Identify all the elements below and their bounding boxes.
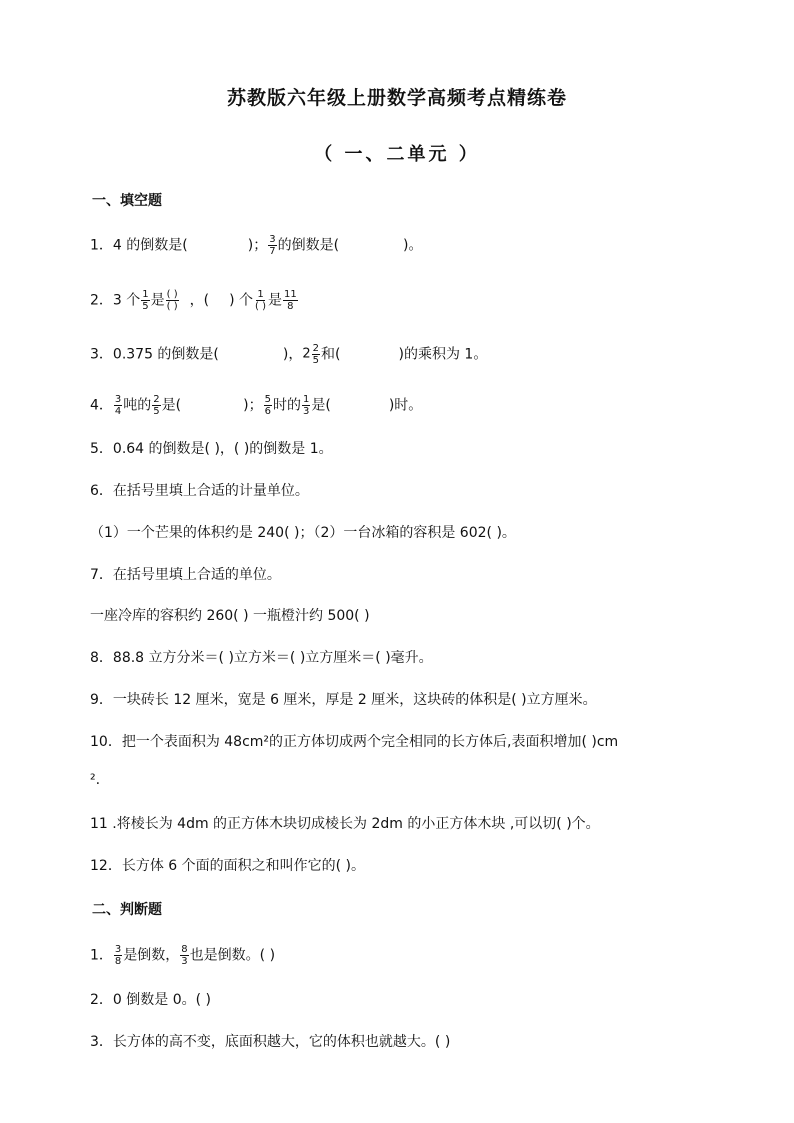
question-6-sub: （1）一个芒果的体积约是 240( )；（2）一台冰箱的容积是 602( )。	[90, 525, 516, 541]
q2-text-e: 是	[268, 292, 282, 309]
q2-text-b: 是	[150, 292, 165, 309]
fraction-blank: $\frac{1}{( )}$	[255, 289, 266, 312]
question-11: 11 .将棱长为 4dm 的正方体木块切成棱长为 2dm 的小正方体木块 ,可以切( )个。	[90, 816, 600, 832]
page-subtitle: （ 一、二单元 ）	[314, 144, 480, 165]
question-1	[90, 234, 423, 257]
q3-text-b: )，	[282, 346, 303, 363]
q3-text-c: 和(	[321, 346, 341, 363]
q4-text-e: 时的	[272, 397, 301, 414]
question-9: 9．一块砖长 12 厘米，宽是 6 厘米，厚是 2 厘米，这块砖的体积是( )立方厘米。	[90, 692, 597, 708]
fraction: $\frac{11}{8}$	[284, 289, 297, 312]
question-2	[90, 289, 299, 312]
q3-text-d: )的乘积为 1。	[398, 346, 488, 363]
fraction: $\frac{8}{3}$	[181, 944, 188, 967]
section-heading-fill-in: 一、填空题	[92, 193, 162, 209]
q1-text-c: 的倒数是(	[277, 237, 340, 254]
q3-text-a: 3．0.375 的倒数是(	[90, 346, 219, 363]
q4-text-b: 吨的	[123, 397, 152, 414]
section-heading-true-false: 二、判断题	[92, 902, 162, 918]
judge-question-1	[90, 944, 275, 967]
page-title: 苏教版六年级上册数学高频考点精练卷	[226, 87, 567, 109]
question-12: 12．长方体 6 个面的面积之和叫作它的( )。	[90, 858, 365, 874]
q4-text-d: )；	[243, 397, 263, 414]
fraction: $\frac{3}{7}$	[269, 234, 276, 257]
q2-text-d: ) 个	[229, 292, 254, 309]
mixed-number-whole: 2	[302, 346, 311, 362]
fraction: $\frac{1}{5}$	[142, 289, 149, 312]
q1-text-a: 1．4 的倒数是(	[90, 237, 188, 254]
question-3	[90, 343, 487, 366]
jq1-text-a: 1．	[90, 947, 113, 964]
jq1-text-c: 也是倒数。( )	[189, 947, 276, 964]
question-4	[90, 394, 422, 417]
question-6: 6．在括号里填上合适的计量单位。	[90, 483, 309, 499]
q4-text-g: )时。	[388, 397, 423, 414]
question-5: 5．0.64 的倒数是( )，( )的倒数是 1。	[90, 441, 333, 457]
fraction: $\frac{1}{3}$	[302, 394, 310, 417]
q1-text-d: )。	[403, 237, 423, 254]
fraction: $\frac{3}{8}$	[114, 944, 122, 967]
fraction: $\frac{2}{5}$	[153, 394, 160, 417]
q4-text-c: 是(	[161, 397, 182, 414]
fraction: $\frac{3}{4}$	[114, 394, 122, 417]
fraction: $\frac{2}{5}$	[312, 343, 320, 366]
judge-question-2: 2．0 倒数是 0。( )	[90, 992, 211, 1008]
question-8: 8．88.8 立方分米＝( )立方米＝( )立方厘米＝( )毫升。	[90, 650, 433, 666]
question-7: 7．在括号里填上合适的单位。	[90, 567, 281, 583]
q1-text-b: )；	[247, 237, 268, 254]
jq1-text-b: 是倒数，	[123, 947, 180, 964]
q2-text-a: 2．3 个	[90, 292, 141, 309]
q4-text-a: 4．	[90, 397, 113, 414]
fraction-blank: $\frac{( )}{( )}$	[166, 289, 178, 312]
fraction: $\frac{5}{6}$	[264, 394, 271, 417]
question-10-continued: ².	[90, 772, 101, 788]
q4-text-f: 是(	[311, 397, 331, 414]
judge-question-3: 3．长方体的高不变，底面积越大，它的体积也就越大。( )	[90, 1034, 451, 1050]
question-10: 10．把一个表面积为 48cm²的正方体切成两个完全相同的长方体后,表面积增加( )cm	[90, 734, 619, 750]
q2-text-c: ，(	[189, 292, 210, 309]
question-7-sub: 一座冷库的容积约 260( ) 一瓶橙汁约 500( )	[90, 608, 370, 624]
